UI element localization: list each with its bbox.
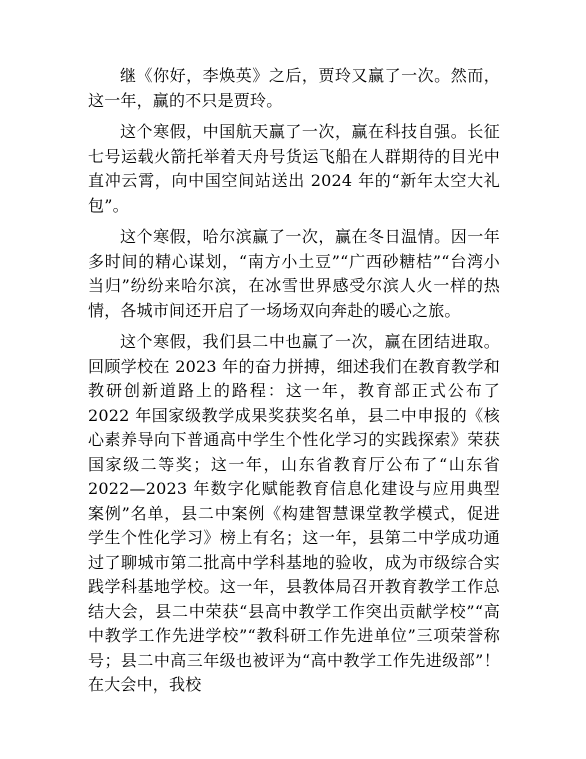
paragraph-3: 这个寒假，哈尔滨赢了一次，赢在冬日温情。因一年多时间的精心谋划，“南方小土豆”“广西砂糖桔”“台湾小当归”纷纷来哈尔滨，在冰雪世界感受尔滨人火一样的热情，各城市间还开启了一场场双向奔赴的暖心之旅。 bbox=[88, 227, 500, 320]
paragraph-4: 这个寒假，我们县二中也赢了一次，赢在团结进取。回顾学校在 2023 年的奋力拼搏，细述我们在教育教学和教研创新道路上的路程：这一年，教育部正式公布了 2022 年国家级教学成果奖获奖名单，县二中申报的《核心素养导向下普通高中学生个性化学习的实践探索》荣获国家级二等奖；这一年，山东省教育厅公布了“山东省 2022—2023 年数字化赋能教育信息化建设与应用典型案例”名单，县二中案例《构建智慧课堂教学模式，促进学生个性化学习》榜上有名；这一年，县第二中学成功通过了聊城市第二批高中学科基地的验收，成为市级综合实践学科基地学校。这一年，县教体局召开教育教学工作总结大会，县二中荣获“县高中教学工作突出贡献学校”“高中教学工作先进学校”“教科研工作先进单位”三项荣誉称号；县二中高三年级也被评为“高中教学工作先进级部”！在大会中，我校 bbox=[88, 332, 500, 694]
document-body bbox=[88, 64, 500, 705]
paragraph-2: 这个寒假，中国航天赢了一次，赢在科技自强。长征七号运载火箭托举着天舟号货运飞船在人群期待的目光中直冲云霄，向中国空间站送出 2024 年的“新年太空大礼包”。 bbox=[88, 122, 500, 215]
paragraph-1: 继《你好，李焕英》之后，贾玲又赢了一次。然而，这一年，赢的不只是贾玲。 bbox=[88, 66, 500, 110]
